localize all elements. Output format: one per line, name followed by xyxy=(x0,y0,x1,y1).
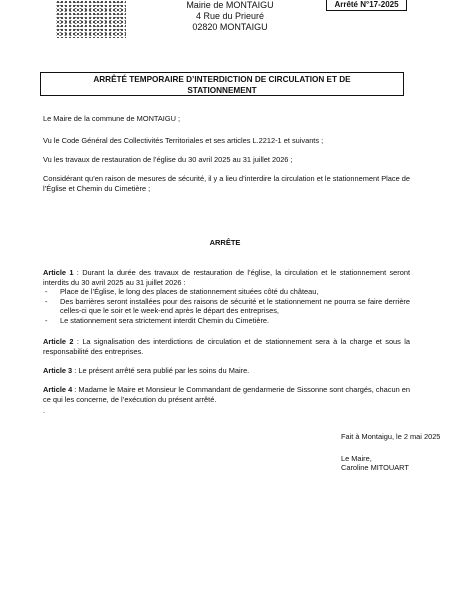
article-1-list xyxy=(43,287,410,325)
signature-name: Caroline MITOUART xyxy=(341,463,409,472)
article-1 xyxy=(43,268,410,325)
list-item: - Des barrières seront installées pour des raisons de sécurité et le stationnement ne pourra se faire derrière celles-ci que le soir et le week-end après le départ des entreprises, xyxy=(43,297,410,316)
preamble-maire: Le Maire de la commune de MONTAIGU ; xyxy=(43,114,181,123)
title-line-2: STATIONNEMENT xyxy=(187,86,257,95)
article-3-label: Article 3 xyxy=(43,366,73,375)
article-1-text: : Durant la durée des travaux de restauration de l’église, la circulation et le stationnement seront interdits du 30 avril 2025 au 31 juillet 2026 : xyxy=(43,268,411,287)
signature-place-date: Fait à Montaigu, le 2 mai 2025 xyxy=(341,432,441,441)
article-3 xyxy=(43,366,410,376)
municipal-logo xyxy=(56,0,126,38)
mairie-street: 4 Rue du Prieuré xyxy=(195,11,265,21)
document-title xyxy=(40,72,404,96)
article-3-text: : Le présent arrêté sera publié par les soins du Maire. xyxy=(72,366,250,375)
preamble-considerant: Considérant qu’en raison de mesures de sécurité, il y a lieu d’interdire la circulation et le stationnement Place de l’Église et Chemin du Cimetière ; xyxy=(43,174,410,193)
preamble-vu-travaux: Vu les travaux de restauration de l’église du 30 avril 2025 au 31 juillet 2026 ; xyxy=(43,155,293,164)
list-item: - Le stationnement sera strictement interdit Chemin du Cimetière. xyxy=(43,316,410,326)
arrete-heading: ARRÊTE xyxy=(209,238,241,247)
article-4 xyxy=(43,385,410,404)
stray-mark: . xyxy=(43,406,46,415)
mairie-city: 02820 MONTAIGU xyxy=(192,22,268,32)
mairie-name: Mairie de MONTAIGU xyxy=(186,0,274,10)
title-line-1: ARRÊTÉ TEMPORAIRE D’INTERDICTION DE CIRCULATION ET DE xyxy=(93,75,351,84)
preamble-vu-code: Vu le Code Général des Collectivités Territoriales et ses articles L.2212-1 et suivants ; xyxy=(43,136,324,145)
signature-role: Le Maire, xyxy=(341,454,372,463)
list-item: - Place de l’Église, le long des places de stationnement situées côté du château, xyxy=(43,287,410,297)
article-1-label: Article 1 xyxy=(43,268,74,277)
arrete-reference: Arrêté N°17-2025 xyxy=(326,0,407,11)
article-2 xyxy=(43,337,410,356)
article-4-text: : Madame le Maire et Monsieur le Commandant de gendarmerie de Sissonne sont chargés, chacun en ce qui les concerne, de l’exécution du présent arrêté. xyxy=(43,385,410,404)
article-2-text: : La signalisation des interdictions de circulation et de stationnement sera à la charge et sous la responsabilité des entreprises. xyxy=(43,337,410,356)
article-4-label: Article 4 xyxy=(43,385,73,394)
mairie-address xyxy=(165,0,295,33)
article-2-label: Article 2 xyxy=(43,337,74,346)
